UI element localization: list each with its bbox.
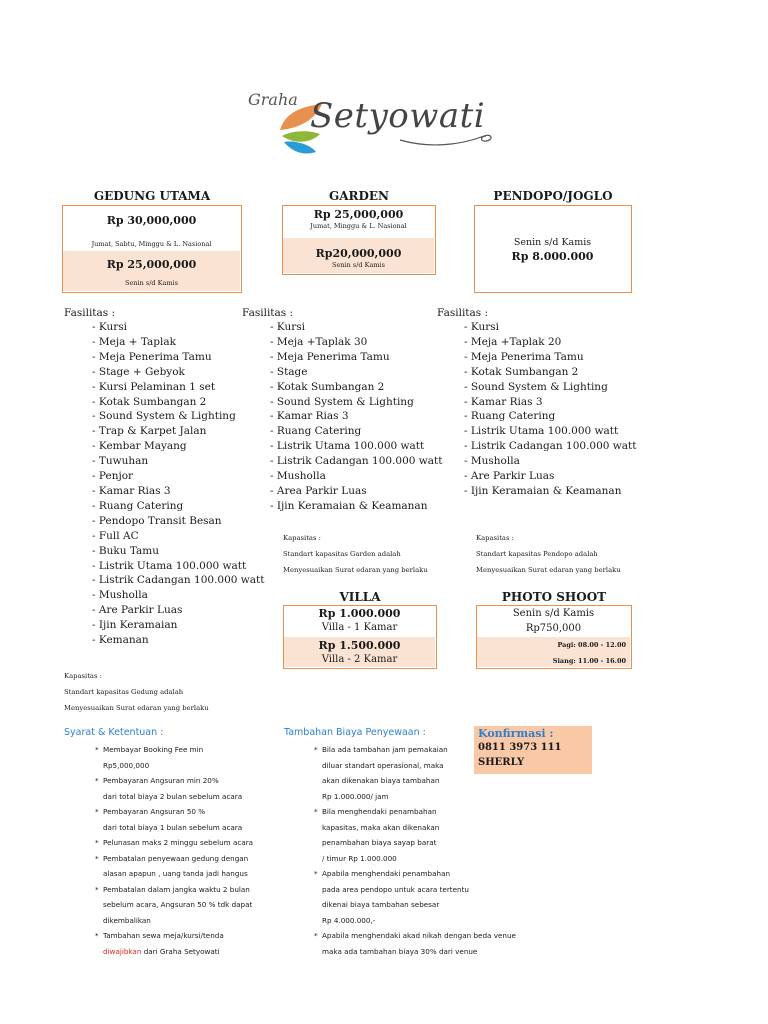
list-item: - Musholla: [270, 470, 326, 483]
list-item: - Are Parkir Luas: [92, 604, 183, 617]
list-item: - Listrik Cadangan 100.000 watt: [92, 574, 265, 587]
list-item: - Kemanan: [92, 634, 149, 647]
list-item: maka ada tambahan biaya 30% dari venue: [322, 946, 478, 956]
pendopo-fasilitas-list: [464, 320, 636, 499]
pendopo-title: PENDOPO/JOGLO: [493, 189, 613, 203]
list-item: * Pembatalan dalam jangka waktu 2 bulan: [95, 884, 250, 894]
list-item: kapasitas, maka akan dikenakan: [322, 822, 440, 832]
villa-price-2: Rp 1.500.000: [318, 639, 401, 652]
kapasitas-line: Standart kapasitas Pendopo adalah: [476, 550, 598, 558]
list-item: dari total biaya 1 bulan sebelum acara: [103, 822, 243, 832]
list-item: - Ruang Catering: [270, 425, 362, 438]
list-item: - Meja +Taplak 20: [464, 335, 562, 348]
pendopo-price: Rp 8.000.000: [511, 250, 594, 263]
list-item: - Are Parkir Luas: [464, 470, 555, 483]
list-item: / timur Rp 1.000.000: [322, 853, 397, 863]
gedung-title: GEDUNG UTAMA: [93, 189, 211, 203]
list-item: akan dikenakan biaya tambahan: [322, 776, 440, 785]
list-item: - Sound System & Lighting: [270, 395, 414, 408]
list-item: - Kamar Rias 3: [92, 484, 171, 497]
konfirmasi-name: SHERLY: [478, 757, 525, 768]
gedung-price-weekend: Rp 30,000,000: [106, 214, 197, 227]
list-item: - Kotak Sumbangan 2: [464, 365, 579, 378]
list-item: - Meja Penerima Tamu: [92, 350, 212, 363]
kapasitas-line: Standart kapasitas Garden adalah: [283, 550, 401, 558]
list-item: dikembalikan: [103, 915, 151, 925]
konfirmasi-title: Konfirmasi :: [478, 727, 554, 740]
list-item: Rp 4.000.000,-: [322, 915, 376, 925]
list-item: diwajibkan dari Graha Setyowati: [103, 946, 220, 956]
list-item: - Ruang Catering: [464, 410, 556, 423]
list-item: * Pelunasan maks 2 minggu sebelum acara: [95, 838, 254, 847]
list-item: - Kotak Sumbangan 2: [270, 380, 385, 393]
photo-time-1: Pagi: 08.00 - 12.00: [557, 641, 626, 649]
list-item: - Musholla: [464, 455, 520, 468]
list-item: - Ruang Catering: [92, 499, 184, 512]
list-item: - Area Parkir Luas: [270, 484, 367, 497]
photo-price: Rp750,000: [525, 623, 582, 634]
konfirmasi-phone[interactable]: 0811 3973 111: [478, 742, 562, 753]
list-item: - Ijin Keramaian & Keamanan: [270, 499, 428, 512]
garden-fasilitas-label: Fasilitas :: [242, 307, 294, 319]
garden-title: GARDEN: [328, 189, 390, 203]
gedung-price-box: [62, 205, 242, 293]
list-item: - Meja + Taplak: [92, 335, 176, 348]
list-item: - Musholla: [92, 589, 148, 602]
list-item: - Kursi: [464, 321, 500, 333]
list-item: - Tuwuhan: [92, 455, 149, 468]
list-item: - Meja Penerima Tamu: [270, 350, 390, 363]
garden-weekday-band: [283, 238, 434, 273]
photo-price-box: [476, 605, 632, 669]
list-item: * Tambahan sewa meja/kursi/tenda: [95, 931, 224, 940]
list-item: * Pembayaran Angsuran min 20%: [95, 776, 219, 785]
list-item: pada area pendopo untuk acara tertentu: [322, 884, 469, 894]
list-item: - Listrik Cadangan 100.000 watt: [464, 440, 637, 453]
garden-kapasitas: [283, 530, 428, 578]
list-item: * Apabila menghendaki penambahan: [314, 869, 451, 878]
gedung-weekday-band: [63, 251, 240, 291]
villa-label-1: Villa - 1 Kamar: [321, 622, 398, 633]
list-item: - Pendopo Transit Besan: [92, 514, 222, 527]
list-item: - Meja +Taplak 30: [270, 335, 368, 348]
list-item: - Listrik Utama 100.000 watt: [464, 425, 619, 438]
kapasitas-label: Kapasitas :: [64, 672, 102, 680]
villa-label-2: Villa - 2 Kamar: [321, 654, 398, 665]
pendopo-kapasitas: [476, 530, 621, 578]
list-item: dari total biaya 2 bulan sebelum acara: [103, 791, 243, 801]
garden-price-weekend: Rp 25,000,000: [313, 208, 404, 221]
photo-days: Senin s/d Kamis: [512, 608, 595, 619]
list-item: penambahan biaya sayap barat: [322, 838, 437, 847]
kapasitas-label: Kapasitas :: [476, 534, 514, 542]
list-item: * Apabila menghendaki akad nikah dengan beda venue: [314, 931, 516, 940]
garden-days-weekday: Senin s/d Kamis: [332, 261, 385, 269]
tambahan-list: [314, 742, 525, 959]
list-item: - Stage + Gebyok: [92, 365, 185, 378]
list-item: Rp5,000,000: [103, 760, 150, 770]
logo-small-text: Graha: [248, 90, 298, 109]
gedung-days-weekend: Jumat, Sabtu, Minggu & L. Nasional: [91, 240, 212, 248]
list-item: - Full AC: [92, 529, 139, 542]
list-item: diluar standart operasional, maka: [322, 760, 444, 770]
villa-price-box: [283, 605, 437, 669]
gedung-price-weekday: Rp 25,000,000: [106, 258, 197, 271]
list-item: - Listrik Utama 100.000 watt: [92, 559, 247, 572]
list-item: - Sound System & Lighting: [464, 380, 608, 393]
list-item: - Kotak Sumbangan 2: [92, 395, 207, 408]
list-item: * Pembayaran Angsuran 50 %: [95, 807, 206, 816]
photo-title: PHOTO SHOOT: [501, 590, 607, 604]
gedung-fasilitas-label: Fasilitas :: [64, 307, 116, 319]
kapasitas-label: Kapasitas :: [283, 534, 321, 542]
list-item: - Meja Penerima Tamu: [464, 350, 584, 363]
list-item: dikenai biaya tambahan sebesar: [322, 900, 440, 909]
garden-fasilitas-list: [270, 320, 442, 514]
syarat-title: Syarat & Ketentuan :: [64, 727, 164, 738]
list-item: - Trap & Karpet Jalan: [92, 425, 207, 438]
kapasitas-line: Standart kapasitas Gedung adalah: [64, 688, 184, 696]
list-item: Rp 1.000.000/ jam: [322, 791, 389, 801]
swirl-icon: [398, 128, 496, 150]
list-item: - Ijin Keramaian: [92, 619, 178, 632]
list-item: - Kamar Rias 3: [464, 395, 543, 408]
list-item: - Kamar Rias 3: [270, 410, 349, 423]
list-item: * Membayar Booking Fee min: [95, 745, 204, 754]
list-item: * Pembatalan penyewaan gedung dengan: [95, 853, 249, 863]
villa-title: VILLA: [339, 590, 381, 604]
photo-band: [477, 637, 630, 667]
pendopo-price-box: [474, 205, 632, 293]
list-item: alasan apapun , uang tanda jadi hangus: [103, 869, 248, 878]
logo: [248, 86, 498, 158]
list-item: - Kursi: [270, 321, 306, 333]
list-item: - Sound System & Lighting: [92, 410, 236, 423]
tambahan-title: Tambahan Biaya Penyewaan :: [284, 727, 426, 738]
gedung-fasilitas-list: [92, 320, 264, 648]
syarat-list: [95, 742, 283, 959]
gedung-days-weekday: Senin s/d Kamis: [125, 279, 178, 287]
list-item: * Bila menghendaki penambahan: [314, 807, 437, 816]
list-item: - Stage: [270, 365, 308, 378]
garden-price-box: [282, 205, 436, 275]
kapasitas-line: Menyesuaikan Surat edaran yang berlaku: [283, 566, 428, 574]
list-item: - Kembar Mayang: [92, 440, 187, 453]
logo-main-text: Setyowati: [310, 96, 486, 136]
garden-price-weekday: Rp20,000,000: [315, 247, 402, 260]
konfirmasi-box: [474, 726, 592, 774]
kapasitas-line: Menyesuaikan Surat edaran yang berlaku: [476, 566, 621, 574]
list-item: - Ijin Keramaian & Keamanan: [464, 484, 622, 497]
villa-band: [284, 637, 435, 667]
list-item: - Penjor: [92, 470, 134, 483]
garden-days-weekend: Jumat, Minggu & L. Nasional: [310, 222, 407, 230]
required-word: diwajibkan: [103, 946, 142, 956]
pendopo-fasilitas-label: Fasilitas :: [437, 307, 489, 319]
list-item: sebelum acara, Angsuran 50 % tdk dapat: [103, 900, 253, 909]
gedung-kapasitas: [64, 668, 209, 716]
list-item: - Listrik Utama 100.000 watt: [270, 440, 425, 453]
list-item: - Kursi Pelaminan 1 set: [92, 380, 216, 393]
list-item: - Buku Tamu: [92, 544, 159, 557]
pendopo-days: Senin s/d Kamis: [513, 237, 592, 248]
photo-time-2: Siang: 11.00 - 16.00: [552, 657, 626, 665]
villa-price-1: Rp 1.000.000: [318, 607, 401, 620]
kapasitas-line: Menyesuaikan Surat edaran yang berlaku: [64, 704, 209, 712]
list-item: - Kursi: [92, 321, 128, 333]
list-item: - Listrik Cadangan 100.000 watt: [270, 455, 443, 468]
list-item: * Bila ada tambahan jam pemakaian: [314, 745, 448, 754]
